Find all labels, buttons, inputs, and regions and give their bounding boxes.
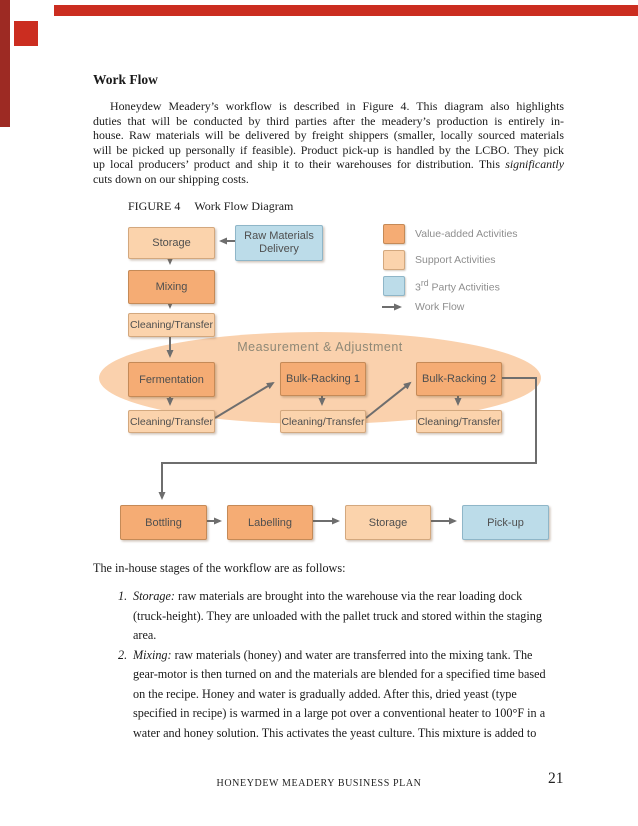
flow-box-labelling: Labelling: [227, 505, 313, 540]
figure-label: FIGURE 4: [128, 199, 181, 213]
legend-item-third-party: [383, 276, 500, 296]
support-swatch: [383, 250, 405, 270]
stages-intro-text: The in-house stages of the workflow are as follows:: [93, 561, 346, 575]
list-item-storage-line: (truck-height). They are unloaded with the pallet truck and stored within the staging: [133, 608, 542, 623]
flow-box-pickup: Pick-up: [462, 505, 549, 540]
flow-box-cleaning-transfer-2: Cleaning/Transfer: [128, 410, 215, 433]
flow-box-cleaning-transfer-3: Cleaning/Transfer: [280, 410, 366, 433]
list-item-mixing-line: water and honey solution. This activates the yeast culture. This mixture is added to: [133, 725, 537, 740]
measurement-adjustment-label: Measurement & Adjustment: [237, 340, 403, 354]
flow-box-bulk-racking-1: Bulk-Racking 1: [280, 362, 366, 396]
third-party-swatch: [383, 276, 405, 296]
intro-line: cuts down on our shipping costs.: [93, 171, 249, 186]
list-item-mixing-line: gear-motor is then turned on and the materials are blended for a specified time based: [133, 667, 546, 681]
flow-box-bulk-racking-2: Bulk-Racking 2: [416, 362, 502, 396]
intro-line: Honeydew Meadery’s workflow is described in Figure 4. This diagram also highlights: [110, 99, 564, 113]
list-item-storage-line: 1. Storage: raw materials are brought into the warehouse via the rear loading dock: [118, 589, 523, 603]
list-item-mixing-line: 2. Mixing: raw materials (honey) and water are transferred into the mixing tank. The: [118, 647, 533, 662]
figure-title: Work Flow Diagram: [194, 199, 294, 213]
intro-line: will be picked up personally if feasible). Product pick-up is handled by the LCBO. They pick: [93, 142, 564, 157]
legend-item-support: [383, 250, 496, 270]
legend-label: Support Activities: [415, 254, 496, 266]
flow-box-storage-1: Storage: [128, 227, 215, 259]
legend-label: 3rd Party Activities: [415, 278, 500, 294]
intro-line: up local producers’ product and ship it to their warehouses for distribution. This significantly: [93, 157, 564, 171]
flow-box-fermentation: Fermentation: [128, 362, 215, 397]
legend-label: Value-added Activities: [415, 228, 518, 240]
flow-box-storage-2: Storage: [345, 505, 431, 540]
legend-item-value-added: [383, 224, 518, 244]
list-item-mixing-line: specified in recipe) is warmed in a large pot over a conventional heater to 100°F in a: [133, 706, 546, 720]
intro-line: house. Raw materials will be delivered by freight shippers (smaller, locally sourced materials: [93, 128, 564, 142]
flow-box-raw-materials-delivery: Raw Materials Delivery: [235, 225, 323, 261]
flow-box-cleaning-transfer-1: Cleaning/Transfer: [128, 313, 215, 337]
intro-line: duties that will be conducted by third parties after the meadery’s production is entirely in-: [93, 113, 564, 128]
footer-title: HONEYDEW MEADERY BUSINESS PLAN: [216, 778, 422, 789]
page-number: 21: [548, 770, 564, 787]
section-heading: Work Flow: [93, 72, 158, 87]
flow-box-bottling: Bottling: [120, 505, 207, 540]
flow-box-mixing: Mixing: [128, 270, 215, 304]
legend-item-workflow: [383, 297, 464, 317]
legend-label: Work Flow: [415, 301, 465, 313]
flow-box-cleaning-transfer-4: Cleaning/Transfer: [416, 410, 502, 433]
list-item-storage-line: area.: [133, 628, 157, 642]
list-item-mixing-line: on the recipe. Honey and water is gradually added. After this, dried yeast (type: [133, 686, 517, 701]
value-added-swatch: [383, 224, 405, 244]
